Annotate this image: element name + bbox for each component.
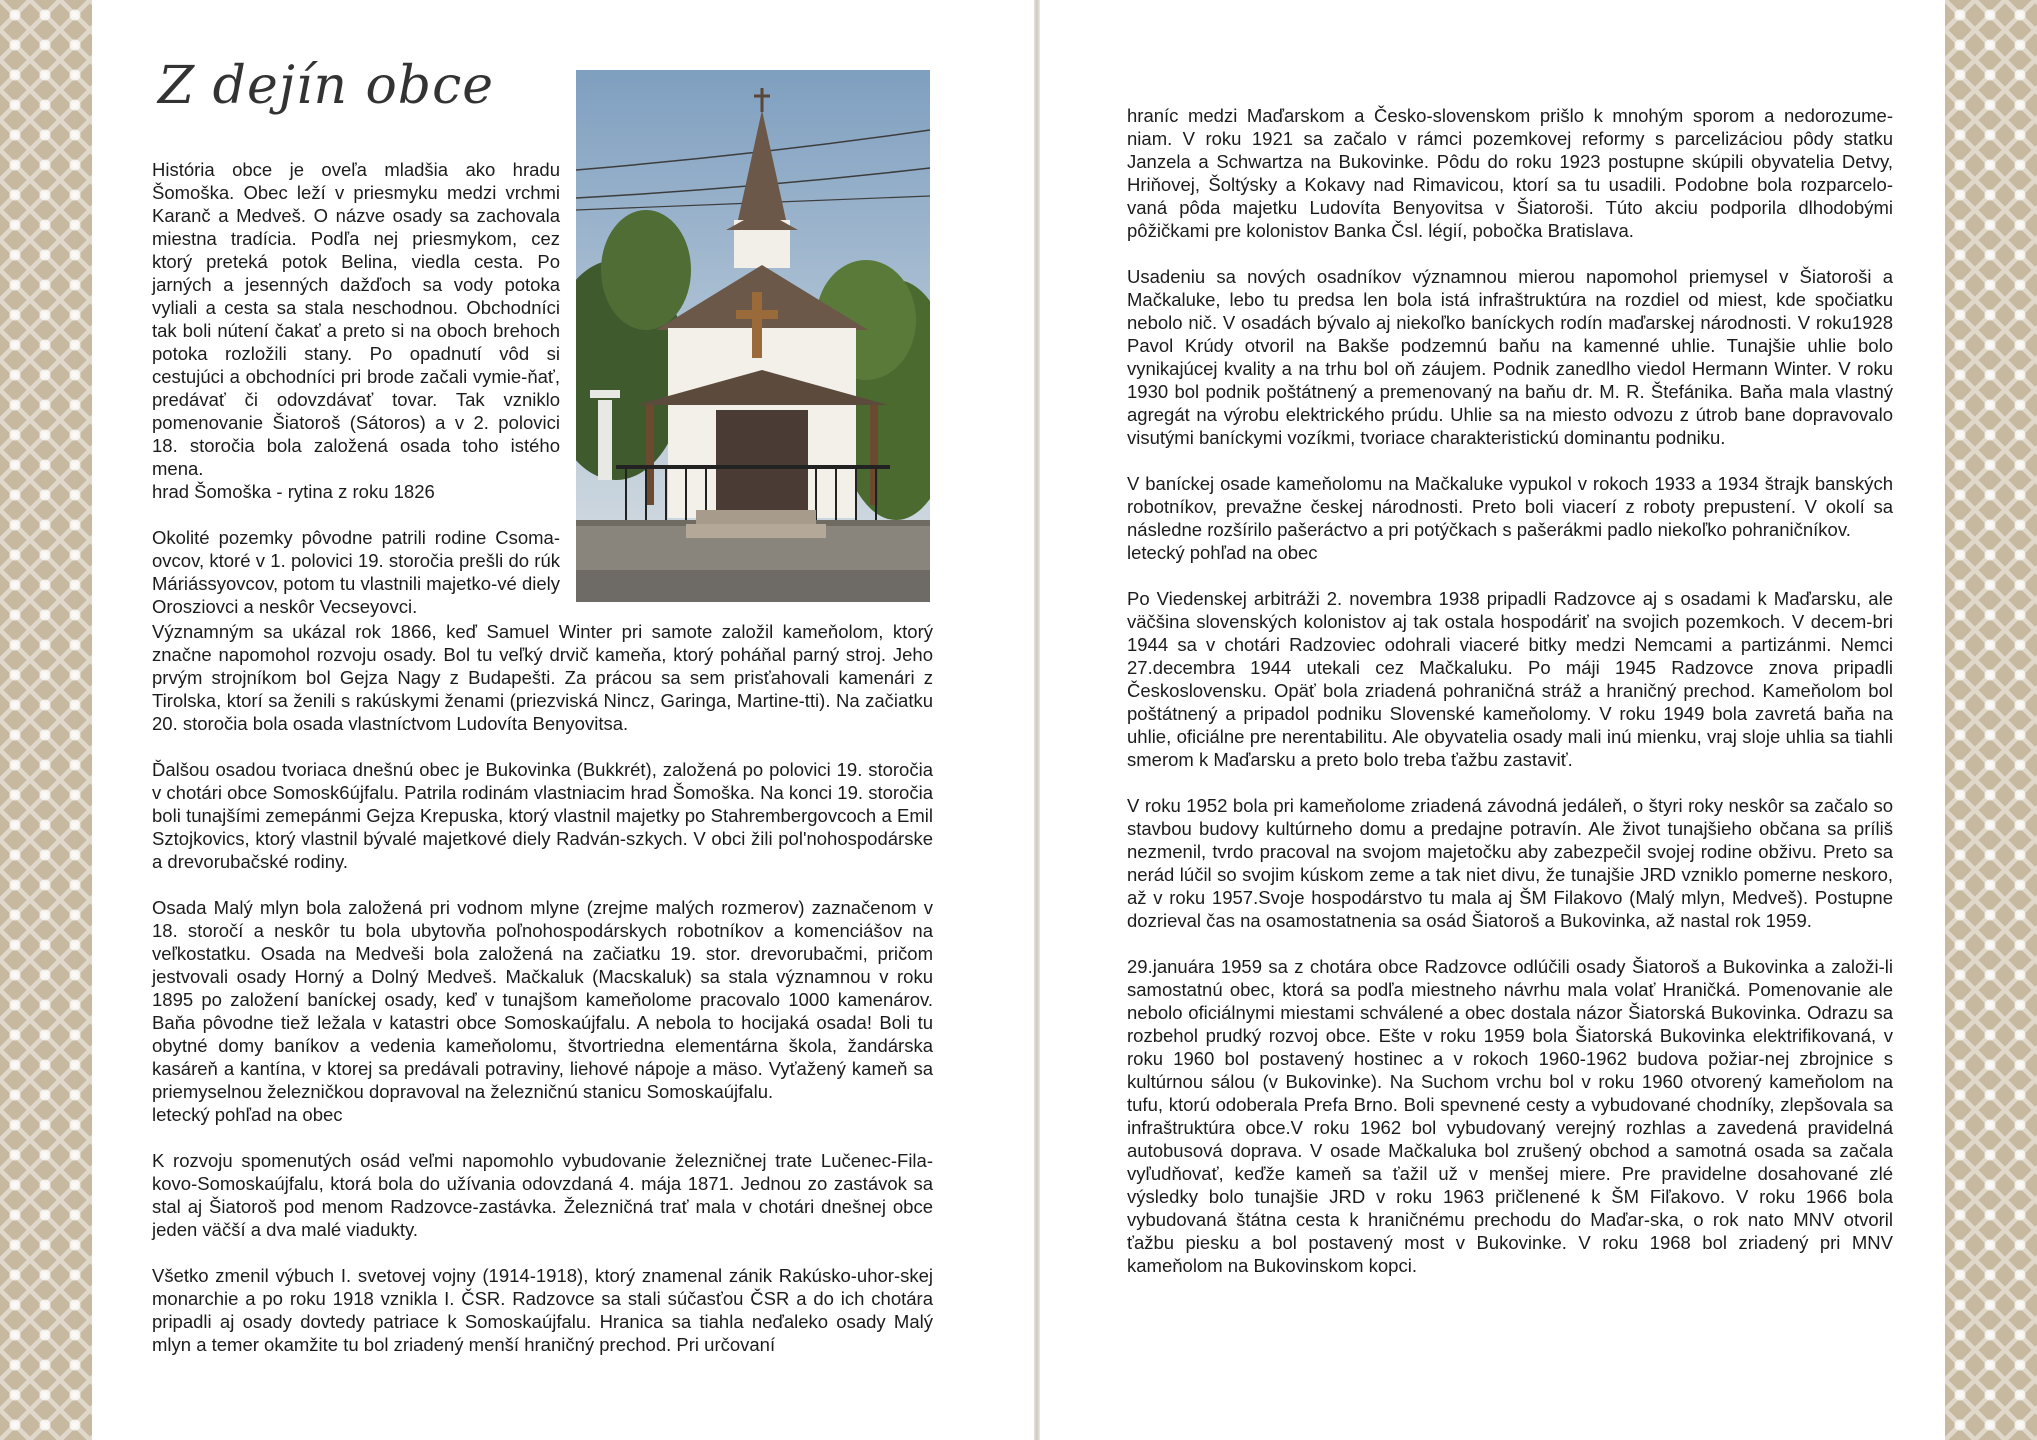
bukovinka-paragraph: Ďalšou osadou tvoriaca dnešnú obec je Bukovinka (Bukkrét), založená po polovici 19. storočia v chotári obce Somosk6újfalu. Patrila rodinám vlastniacim hrad Šomoška. Na konci 19. storočia boli tunajšími zemepánmi Gejza Krepuska, ktorý vlastnil majetky po Stahrembergovcoch a Emil Sztojkovics, ktorý vlastnil bývalé majetkové diely Radván-szkych. V obci žili pol'nohospodárske a drevorubačské rodiny.: [152, 759, 933, 872]
intro-paragraph: História obce je oveľa mladšia ako hradu Šomoška. Obec leží v priesmyku medzi vrchmi Karanč a Medveš. O názve osady sa zachovala miestna tradícia. Podľa nej priesmykom, cez ktorý preteká potok Belina, viedla cesta. Po jarných a jesenných dažďoch sa vody potoka vyliali a cesta sa stala neschodnou. Obchodníci tak boli nútení čakať a preto si na oboch brehoch potoka rozložili stany. Po opadnutí vôd si cestujúci a obchodníci pri brode začali vymie-ňať, predávať či odovzdávať tovar. Tak vzniklo pomenovanie Šiatoroš (Sátoros) a v 2. polovici 18. storočia bola založená osada toho istého mena.: [152, 159, 560, 479]
decorative-border-left: [0, 0, 92, 1440]
intro-text: [152, 158, 560, 503]
ww1-paragraph: Všetko zmenil výbuch I. svetovej vojny (1914-1918), ktorý znamenal zánik Rakúsko-uhor-skej monarchie a po roku 1918 vznikla I. ČSR. Radzovce sa stali súčasťou ČSR a do ich chotára pripadli aj osady dovtedy patriace k Somoskaújfalu. Hranica sa tiahla neďaleko osady Malý mlyn a temer okamžite tu bol zriadený menší hraničný prechod. Pri určovaní: [152, 1265, 933, 1355]
caption-aerial-view-right: letecký pohľad na obec: [1127, 542, 1318, 563]
estate-text-narrow: [152, 526, 560, 618]
railway-paragraph: K rozvoju spomenutých osád veľmi napomohlo vybudovanie železničnej trate Lučenec-Fila-kovo-Somoskaújfalu, ktorá bola do užívania odovzdaná 4. mája 1871. Jednou zo zastávok sa stal aj Šiatoroš pod menom Radzovce-zastávka. Železničná trať mala v chotári dnešnej obce jeden väčší a dva malé viadukty.: [152, 1150, 933, 1240]
strike-paragraph: V baníckej osade kameňolomu na Mačkaluke vypukol v rokoch 1933 a 1934 štrajk banských robotníkov, prevažne českej národnosti. Preto boli viacerí z roboty prepustení. V okolí sa následne rozšírilo pašeráctvo a pri potýčkach s pašerákmi padlo niekoľko pohraničníkov.: [1127, 473, 1893, 540]
maly-mlyn-paragraph: Osada Malý mlyn bola založená pri vodnom mlyne (zrejme malých rozmerov) zaznačenom v 18. storočí a neskôr tu bola ubytovňa poľnohospodárskych robotníkov a komenciášov na veľkostatku. Osada na Medveši bola založená na začiatku 19. stor. drevorubačmi, pričom jestvovali osady Horný a Dolný Medveš. Mačkaluk (Macskaluk) sa stala významnou v roku 1895 po založení baníckej osady, keď v tunajšom kameňolome pracovalo 1000 kamenárov. Baňa pôvodne tiež ležala v katastri obce Somoskaújfalu. A nebola to hocijaká osada! Boli tu obytné domy baníkov a vedenia kameňolomu, štvortriedna elementárna škola, žandárska kasáreň a kantína, v ktorej sa predávali potraviny, liehové nápoje a mäso. Vyťažený kameň sa priemyselnou železničkou dopravoval na železničnú stanicu Somoskaújfalu.: [152, 897, 933, 1102]
vienna-arbitration-paragraph: Po Viedenskej arbitráži 2. novembra 1938 pripadli Radzovce aj s osadami k Maďarsku, ale väčšina slovenských kolonistov aj tak ostala hospodáriť na svojich pozemkoch. V decem-bri 1944 sa v chotári Radzoviec odohrali viaceré bitky medzi Nemcami a partizánmi. Nemci 27.decembra 1944 utekali cez Mačkaluku. Po máji 1945 Radzovce znova pripadli Československu. Opäť bola zriadená pohraničná stráž a hraničný prechod. Kameňolom bol poštátnený a pripadol podniku Slovenské kameňolomy. V roku 1949 bola zavretá baňa na uhlie, oficiálne pre nerentabilitu. Ale obyvatelia osady mali inú mienku, vraj sloje uhlia sa tiahli smerom k Maďarsku a preto bolo treba ťažbu zastaviť.: [1127, 588, 1893, 770]
page-gutter: [1034, 0, 1040, 1440]
postwar-paragraph: V roku 1952 bola pri kameňolome zriadená závodná jedáleň, o štyri roky neskôr sa začalo so stavbou budovy kultúrneho domu a predajne potravín. Ale život tunajšieho občana sa príliš nezmenil, tvrdo pracoval na svojom majetočku aby zabezpečil svojej rodine obživu. Preto sa nerád lúčil so svojim kúskom zeme a tak niet divu, že tunajšie JRD vzniklo pomerne neskoro, až v roku 1957.Svoje hospodárstvo tu mala aj ŠM Filakovo (Malý mlyn, Medveš). Postupne dozrieval čas na osamostatnenia sa osád Šiatoroš a Bukovinka, až nastal rok 1959.: [1127, 795, 1893, 931]
settlers-paragraph: Usadeniu sa nových osadníkov významnou mierou napomohol priemysel v Šiatoroši a Mačkaluke, lebo tu predsa len bola istá infraštruktúra na rozdiel od miest, kde spočiatku nebolo nič. V osadách bývalo aj niekoľko baníckych rodín maďarskej národnosti. V roku1928 Pavol Krúdy otvoril na Bakše podzemnú baňu na kamenné uhlie. Tunajšie uhlie bolo vynikajúcej kvality a na trhu bol oň záujem. Podnik zanedlho viedol Hermann Winter. V roku 1930 bol podnik poštátnený a premenovaný na baňu dr. M. R. Štefánika. Baňa mala vlastný agregát na výrobu elektrického prúdu. Uhlie sa na miesto odvozu z útrob bane dopravovalo visutými baníckymi vozíkmi, tvoriace charakteristickú dominantu podniku.: [1127, 266, 1893, 448]
right-page-body: [1127, 104, 1893, 1277]
decorative-border-right: [1945, 0, 2037, 1440]
page-title: Z dejín obce: [158, 56, 494, 116]
left-page-body: [152, 620, 933, 1356]
caption-aerial-view-left: letecký pohľad na obec: [152, 1104, 343, 1125]
border-disputes-paragraph: hraníc medzi Maďarskom a Česko-slovenskom prišlo k mnohým sporom a nedorozume-niam. V roku 1921 sa začalo v rámci pozemkovej reformy s parcelizáciou pôdy statku Janzela a Schwartza na Bukovinke. Pôdu do roku 1923 postupne skúpili obyvatelia Detvy, Hriňovej, Šoltýsky a Kokavy nad Rimavicou, ktorí sa tu usadili. Podobne bola rozparcelo-vaná pôda majetku Ludovíta Benyovitsa v Šiatoroši. Túto akciu podporila dlhodobými pôžičkami pre kolonistov Banka Čsl. légií, pobočka Bratislava.: [1127, 105, 1893, 241]
estate-paragraph-start: Okolité pozemky pôvodne patrili rodine Csoma-ovcov, ktoré v 1. polovici 19. storočia prešli do rúk Máriássyovcov, potom tu vlastnili majetko-vé diely Orosziovci a neskôr Vecseyovci.: [152, 527, 560, 617]
independence-paragraph: 29.januára 1959 sa z chotára obce Radzovce odlúčili osady Šiatoroš a Bukovinka a založi-li samostatnú obec, ktorá sa podľa miestneho návrhu mala volať Hraničká. Pomenovanie ale nebolo oficiálnymi miestami schválené a obec dostala názor Šiatorská Bukovinka. Odrazu sa rozbehol prudký rozvoj obce. Ešte v roku 1959 bola Šiatorská Bukovinka elektrifikovaná, v roku 1960 bol postavený hostinec a v rokoch 1960-1962 budova požiar-nej zbrojnice s kultúrnou sálou (v Bukovinke). Na Suchom vrchu bol v roku 1960 otvorený kameňolom na tufu, ktorú odoberala Prefa Brno. Boli spevnené cesty a vybudované chodníky, zlepšovala sa infraštruktúra obce.V roku 1962 bol vybudovaný verejný rozhlas a zavedená pravidelná autobusová doprava. V osade Mačkaluka bol zrušený obchod a samotná osada sa začala vyľudňovať, keďže kameň sa ťažil už v menšej miere. Pre pravidelne dosahované zlé výsledky bolo tunajšie JRD v roku 1963 pričlenené k ŠM Fiľakovo. V roku 1966 bola vybudovaná štátna cesta k hraničnému prechodu do Maďar-ska, o rok nato MNV otvoril ťažbu piesku a bol postavený most v Bukovinke. V roku 1968 bol zriadený pri MNV kameňolom na Bukovinskom kopci.: [1127, 956, 1893, 1276]
quarry-paragraph: Významným sa ukázal rok 1866, keď Samuel Winter pri samote založil kameňolom, ktorý značne napomohol rozvoju osady. Bol tu veľký drvič kameňa, ktorý poháňal parný stroj. Jeho prvým strojníkom bol Gejza Nagy z Budapešti. Za prácou sa sem prisťahovali kamenári z Tirolska, ktorí sa ženili s rakúskymi ženami (priezviská Nincz, Garinga, Martine-tti). Na začiatku 20. storočia bola osada vlastníctvom Ludovíta Benyovitsa.: [152, 621, 933, 734]
caption-castle-engraving: hrad Šomoška - rytina z roku 1826: [152, 481, 435, 502]
church-photo: [576, 70, 930, 602]
